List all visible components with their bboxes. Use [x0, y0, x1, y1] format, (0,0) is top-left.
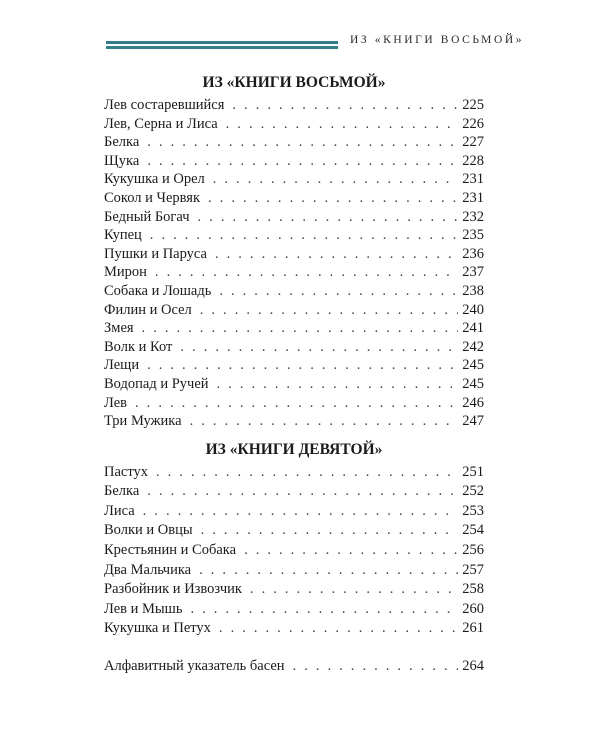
dot-leader — [147, 482, 458, 502]
toc-entry-page: 254 — [462, 522, 484, 539]
toc-entry[interactable] — [104, 263, 484, 282]
toc-entry[interactable] — [104, 301, 484, 320]
toc-entry-page: 264 — [462, 658, 484, 675]
toc-entry-title: Белка — [104, 483, 140, 500]
toc-entry-page: 247 — [462, 413, 484, 430]
toc-entry-page: 227 — [462, 134, 484, 151]
toc-entry-page: 253 — [462, 502, 484, 519]
dot-leader — [147, 133, 458, 152]
toc-entry-title: Волки и Овцы — [104, 522, 193, 539]
dot-leader — [198, 208, 458, 227]
toc-entry-page: 237 — [462, 264, 484, 281]
running-head: ИЗ «КНИГИ ВОСЬМОЙ» — [350, 34, 525, 46]
toc-entry-page: 246 — [462, 394, 484, 411]
toc-entry[interactable] — [104, 482, 484, 502]
toc-entry-page: 252 — [462, 483, 484, 500]
toc-entry[interactable] — [104, 463, 484, 483]
toc-entry-page: 231 — [462, 171, 484, 188]
dot-leader — [232, 96, 458, 115]
toc-entry[interactable] — [104, 189, 484, 208]
header-rule-top — [106, 41, 338, 44]
dot-leader — [215, 245, 458, 264]
toc-entry-title: Филин и Осел — [104, 301, 192, 318]
toc-entry-title: Крестьянин и Собака — [104, 542, 237, 559]
dot-leader — [213, 170, 458, 189]
toc-entry-page: 251 — [462, 463, 484, 480]
toc-entry-title: Два Мальчика — [104, 561, 192, 578]
dot-leader — [135, 394, 458, 413]
toc-entry[interactable] — [104, 96, 484, 115]
toc-entry-title: Алфавитный указатель басен — [104, 658, 285, 675]
dot-leader — [147, 356, 458, 375]
toc-entry-page: 236 — [462, 245, 484, 262]
dot-leader — [250, 580, 458, 600]
toc-entry-title: Лещи — [104, 357, 140, 374]
toc-entry-page: 242 — [462, 338, 484, 355]
dot-leader — [142, 319, 458, 338]
toc-entry[interactable] — [104, 561, 484, 581]
toc-entry-page: 260 — [462, 600, 484, 617]
dot-leader — [226, 115, 458, 134]
toc-entry-title: Водопад и Ручей — [104, 375, 209, 392]
dot-leader — [155, 263, 458, 282]
toc-entry-page: 240 — [462, 301, 484, 318]
toc-entry[interactable] — [104, 152, 484, 171]
toc-list — [104, 96, 484, 431]
toc-entry-title: Собака и Лошадь — [104, 282, 212, 299]
table-of-contents — [104, 72, 484, 676]
toc-entry-page: 226 — [462, 115, 484, 132]
toc-entry-index[interactable] — [104, 657, 484, 676]
toc-entry-page: 232 — [462, 208, 484, 225]
toc-entry[interactable] — [104, 133, 484, 152]
toc-entry-title: Мирон — [104, 264, 147, 281]
header-rule-bottom — [106, 46, 338, 49]
toc-entry[interactable] — [104, 375, 484, 394]
dot-leader — [219, 619, 458, 639]
toc-entry-title: Лев — [104, 394, 128, 411]
toc-entry-title: Разбойник и Извозчик — [104, 581, 242, 598]
toc-entry-page: 257 — [462, 561, 484, 578]
toc-entry-title: Щука — [104, 152, 140, 169]
dot-leader — [199, 561, 458, 581]
section-book-eight — [104, 72, 484, 431]
toc-entry-page: 235 — [462, 227, 484, 244]
toc-entry-title: Купец — [104, 227, 142, 244]
dot-leader — [190, 412, 458, 431]
toc-list — [104, 463, 484, 639]
toc-entry[interactable] — [104, 170, 484, 189]
toc-entry-title: Лев и Мышь — [104, 600, 183, 617]
toc-entry-title: Три Мужика — [104, 413, 182, 430]
toc-entry[interactable] — [104, 412, 484, 431]
toc-entry-title: Лев состаревшийся — [104, 97, 225, 113]
dot-leader — [201, 521, 458, 541]
toc-entry-page: 256 — [462, 542, 484, 559]
toc-entry[interactable] — [104, 521, 484, 541]
dot-leader — [217, 375, 458, 394]
toc-entry-page: 225 — [462, 97, 484, 113]
toc-entry-title: Кукушка и Петух — [104, 620, 211, 637]
dot-leader — [156, 463, 458, 483]
toc-entry-title: Белка — [104, 134, 140, 151]
toc-entry-title: Бедный Богач — [104, 208, 190, 225]
toc-entry-page: 245 — [462, 357, 484, 374]
toc-entry-page: 238 — [462, 282, 484, 299]
toc-entry[interactable] — [104, 282, 484, 301]
toc-entry-title: Змея — [104, 320, 134, 337]
section-title: ИЗ «КНИГИ ВОСЬМОЙ» — [202, 74, 386, 91]
section-book-nine — [104, 439, 484, 639]
section-title: ИЗ «КНИГИ ДЕВЯТОЙ» — [205, 440, 383, 458]
toc-entry-title: Пушки и Паруса — [104, 245, 207, 262]
toc-entry[interactable] — [104, 394, 484, 413]
toc-entry-title: Сокол и Червяк — [104, 189, 201, 206]
toc-entry[interactable] — [104, 541, 484, 561]
dot-leader — [219, 282, 458, 301]
toc-entry[interactable] — [104, 319, 484, 338]
toc-entry-title: Волк и Кот — [104, 338, 173, 355]
dot-leader — [150, 226, 458, 245]
toc-entry-page: 258 — [462, 581, 484, 598]
toc-entry[interactable] — [104, 580, 484, 600]
toc-entry-title: Кукушка и Орел — [104, 171, 205, 188]
dot-leader — [244, 541, 458, 561]
toc-entry[interactable] — [104, 502, 484, 522]
toc-entry[interactable] — [104, 356, 484, 375]
dot-leader — [200, 301, 458, 320]
dot-leader — [293, 657, 458, 676]
toc-entry-page: 228 — [462, 152, 484, 169]
dot-leader — [143, 502, 458, 522]
dot-leader — [180, 338, 458, 357]
toc-entry[interactable] — [104, 208, 484, 227]
toc-entry-page: 231 — [462, 189, 484, 206]
toc-entry[interactable] — [104, 226, 484, 245]
toc-entry[interactable] — [104, 600, 484, 620]
dot-leader — [190, 600, 458, 620]
dot-leader — [147, 152, 458, 171]
toc-entry[interactable] — [104, 115, 484, 134]
toc-entry-title: Лиса — [104, 502, 135, 519]
toc-entry[interactable] — [104, 619, 484, 639]
toc-entry-title: Пастух — [104, 463, 148, 480]
toc-entry-page: 241 — [462, 320, 484, 337]
toc-entry[interactable] — [104, 338, 484, 357]
toc-entry-page: 261 — [462, 620, 484, 637]
toc-entry-page: 245 — [462, 375, 484, 392]
dot-leader — [208, 189, 458, 208]
toc-entry[interactable] — [104, 245, 484, 264]
toc-entry-title: Лев, Серна и Лиса — [104, 115, 218, 132]
